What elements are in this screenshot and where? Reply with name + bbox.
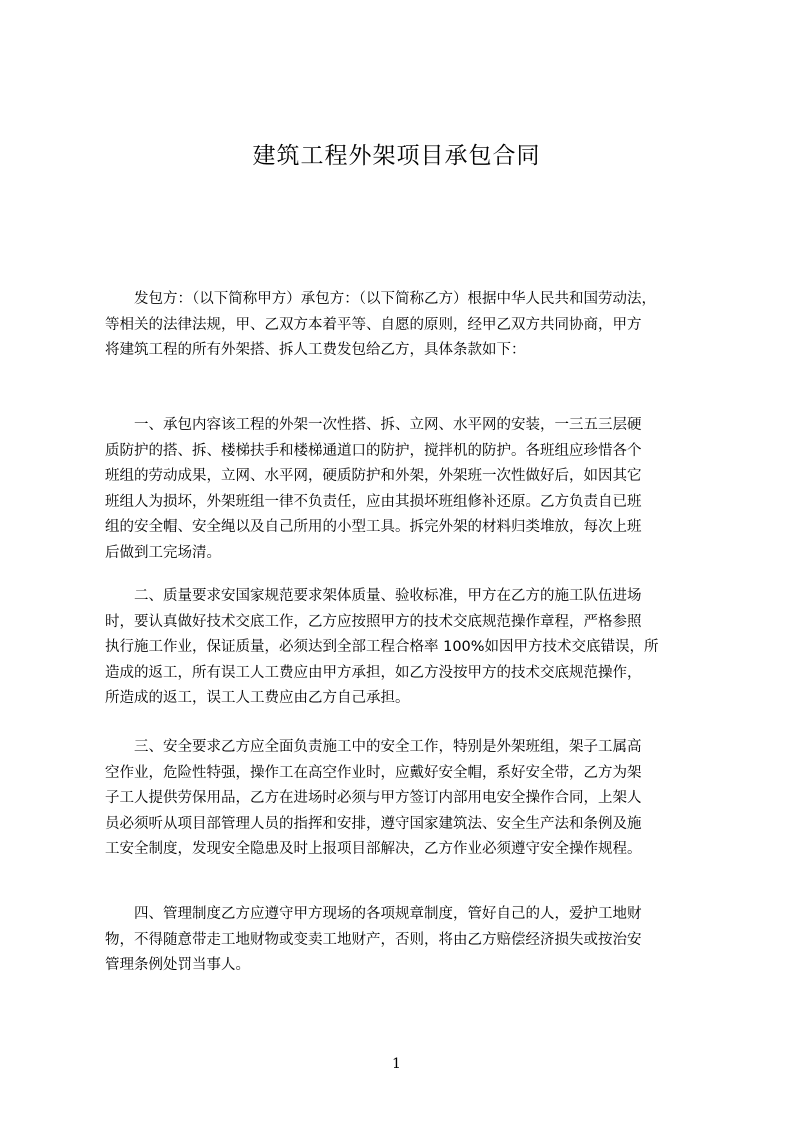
- paragraph-line: 一、承包内容该工程的外架一次性搭、拆、立网、水平网的安装，一三五三层硬: [134, 417, 642, 433]
- paragraph-line: 子工人提供劳保用品，乙方在进场时必须与甲方签订内部用电安全操作合同，上架人: [105, 790, 642, 807]
- paragraph-line: 班组的劳动成果，立网、水平网，硬质防护和外架，外架班一次性做好后，如因其它: [105, 468, 642, 485]
- document-title: 建筑工程外架项目承包合同: [252, 143, 541, 169]
- paragraph-line: 将建筑工程的所有外架搭、拆人工费发包给乙方，具体条款如下：: [105, 342, 526, 359]
- paragraph-line: 管理条例处罚当事人。: [105, 957, 250, 974]
- paragraph-quality: [105, 584, 705, 712]
- paragraph-line: 时，要认真做好技术交底工作，乙方应按照甲方的技术交底规范操作章程，严格参照: [105, 613, 642, 630]
- paragraph-line: 班组人为损坏，外架班组一律不负责任，应由其损坏班组修补还原。乙方负责自已班: [105, 493, 642, 510]
- paragraph-line: 所造成的返工，误工人工费应由乙方自己承担。: [105, 690, 410, 707]
- page-number: 1: [392, 1056, 401, 1072]
- paragraph-line: 三、安全要求乙方应全面负责施工中的安全工作，特别是外架班组，架子工属高: [134, 739, 642, 755]
- paragraph-line: 执行施工作业，保证质量，必须达到全部工程合格率 100%如因甲方技术交底错误，所: [105, 639, 659, 656]
- paragraph-parties: [105, 287, 705, 364]
- paragraph-line: 空作业，危险性特强，操作工在高空作业时，应戴好安全帽，系好安全带，乙方为架: [105, 764, 642, 781]
- paragraph-line: 后做到工完场清。: [105, 544, 221, 561]
- paragraph-line: 工安全制度，发现安全隐患及时上报项目部解决，乙方作业必须遵守安全操作规程。: [105, 841, 642, 858]
- paragraph-line: 四、管理制度乙方应遵守甲方现场的各项规章制度，管好自己的人，爱护工地财: [134, 906, 642, 922]
- paragraph-line: 员必须听从项目部管理人员的指挥和安排，遵守国家建筑法、安全生产法和条例及施: [105, 815, 642, 832]
- paragraph-line: 造成的返工，所有误工人工费应由甲方承担，如乙方没按甲方的技术交底规范操作，: [105, 664, 642, 681]
- paragraph-line: 组的安全帽、安全绳以及自己所用的小型工具。拆完外架的材料归类堆放，每次上班: [105, 519, 642, 536]
- paragraph-line: 等相关的法律法规，甲、乙双方本着平等、自愿的原则，经甲乙双方共同协商，甲方: [105, 316, 642, 333]
- paragraph-line: 发包方：（以下简称甲方）承包方：（以下简称乙方）根据中华人民共和国劳动法，: [134, 291, 656, 307]
- paragraph-line: 物，不得随意带走工地财物或变卖工地财产，否则，将由乙方赔偿经济损失或按治安: [105, 931, 642, 948]
- paragraph-management: [105, 902, 705, 979]
- paragraph-safety: [105, 735, 705, 863]
- paragraph-line: 二、质量要求安国家规范要求架体质量、验收标准，甲方在乙方的施工队伍进场: [134, 588, 642, 604]
- paragraph-scope: [105, 413, 705, 567]
- paragraph-line: 质防护的搭、拆、楼梯扶手和楼梯通道口的防护，搅拌机的防护。各班组应珍惜各个: [105, 442, 642, 459]
